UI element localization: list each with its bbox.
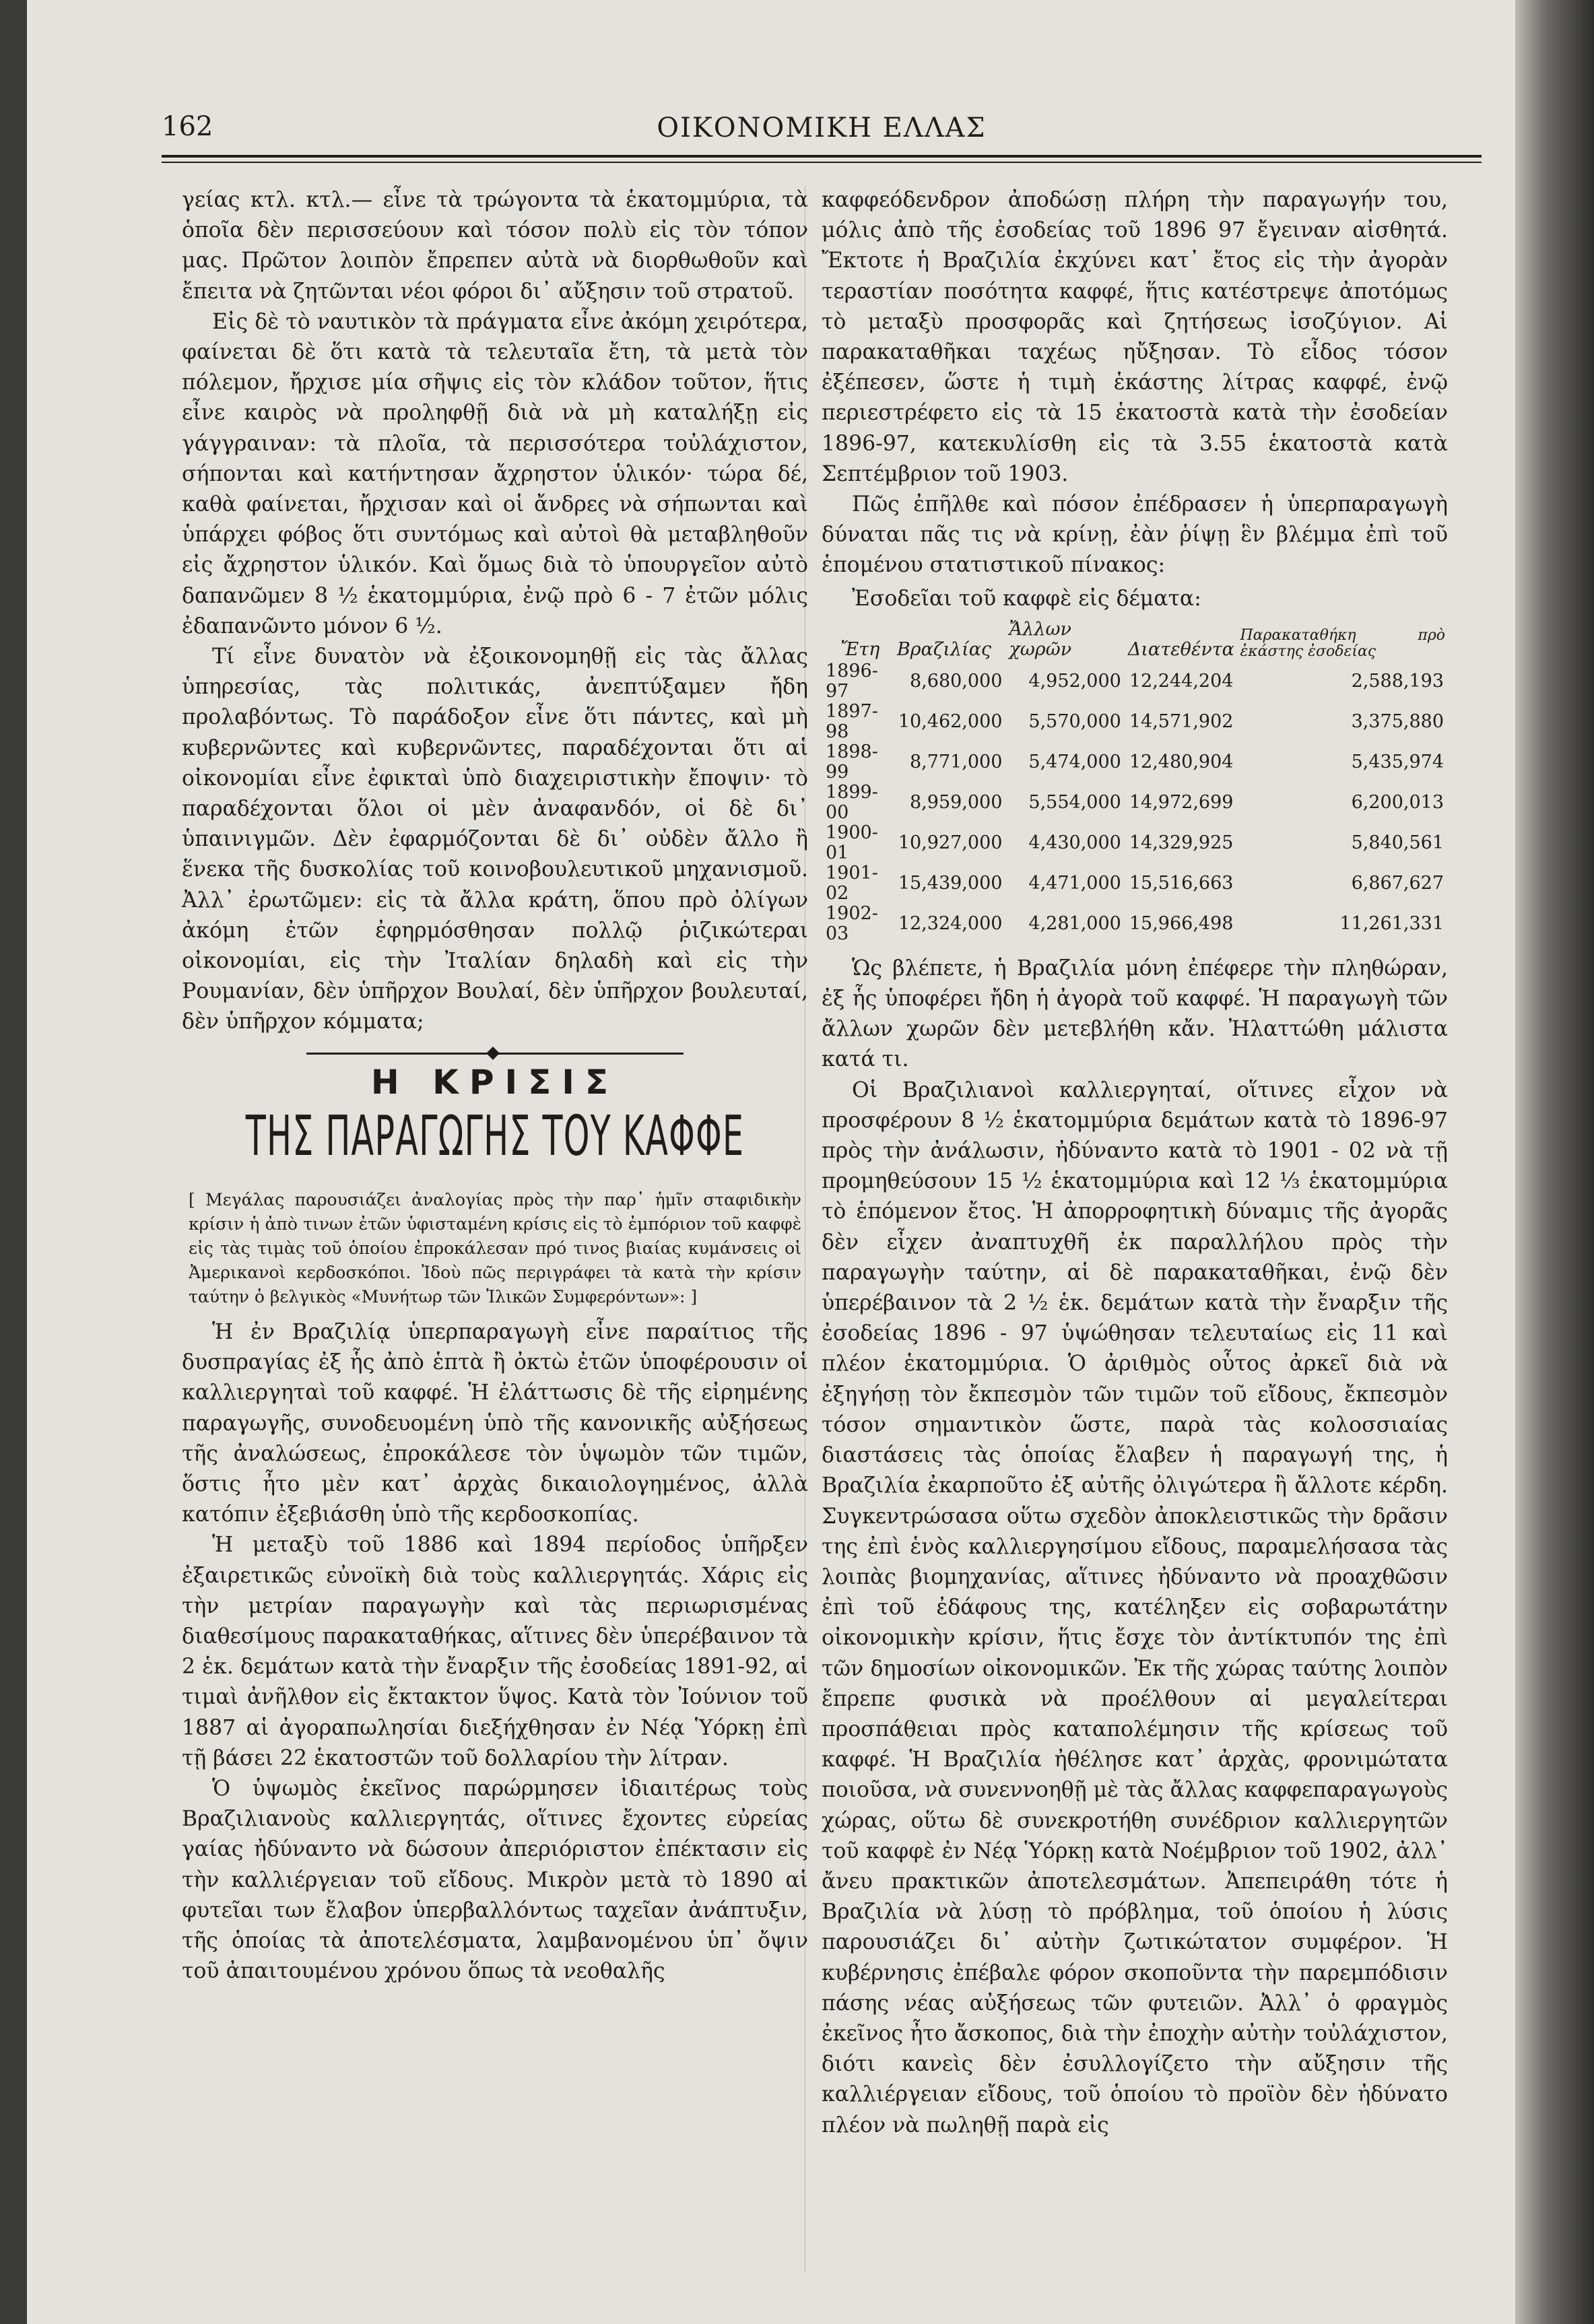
table-header-cell: Ἔτη (840, 638, 880, 660)
table-row (822, 661, 1448, 702)
table-cell: 4,952,000 (1028, 670, 1121, 692)
right-paragraph-4: Οἱ Βραζιλιανοὶ καλλιεργηταί, οἵτινες εἶχον νὰ προσφέρουν 8 ½ ἑκατομμύρια δεμάτων κατὰ τὸ 1896-97 πρὸς τὴν ἀνάλωσιν, ἠδύναντο κατὰ τὸ 1901 - 02 νὰ τῇ προμηθεύσουν 15 ½ ἑκατομμύρια καὶ 12 ⅓ ἑκατομμύρια τὸ ἑπόμενον ἔτος. Ἡ ἀπορροφητικὴ δύναμις τῆς ἀγορᾶς δὲν εἶχεν ἀναπτυχθῆ ἐκ παραλλήλου πρὸς τὴν παραγωγὴν ταύτην, αἱ δὲ παρακαταθῆκαι, ἐνῷ δὲν ὑπερέβαινον τὰ 2 ½ ἑκ. δεμάτων κατὰ τὴν ἔναρξιν τῆς ἐσοδείας 1896 - 97 ὑψώθησαν τελευταίως εἰς 11 καὶ πλέον ἑκατομμύρια. Ὁ ἀριθμὸς οὗτος ἀρκεῖ διὰ νὰ ἐξηγήσῃ τὸν ἔκπεσμὸν τῶν τιμῶν τοῦ εἴδους, ἔκπεσμὸν τόσον σημαντικὸν ὥστε, παρὰ τὰς κολοσσιαίας διαστάσεις τὰς ὁποίας ἔλαβεν ἡ παραγωγή της, ἡ Βραζιλία ἐκαρποῦτο ἐξ αὐτῆς ὀλιγώτερα ἢ ἄλλοτε κέρδη. Συγκεντρώσασα οὕτω σχεδὸν ἀποκλειστικῶς τὴν δρᾶσιν της ἐπὶ ἑνὸς καλλιεργησίμου εἴδους, παραμελήσασα τὰς λοιπὰς βιομηχανίας, αἵτινες ἠδύναντο νὰ προαχθῶσιν ἐπὶ τοῦ ἐδάφους της, κατέληξεν εἰς σοβαρωτάτην οἰκονομικὴν κρίσιν, ἥτις ἔσχε τὸν ἀντίκτυπόν της ἐπὶ τῶν δημοσίων οἰκονομικῶν. Ἐκ τῆς χώρας ταύτης λοιπὸν ἔπρεπε φυσικὰ νὰ προέλθουν αἱ μεγαλείτεραι προσπάθειαι πρὸς καταπολέμησιν τῆς κρίσεως τοῦ καφφέ. Ἡ Βραζιλία ἠθέλησε κατ᾽ ἀρχὰς, φρονιμώτατα ποιοῦσα, νὰ συνεννοηθῇ μὲ τὰς ἄλλας καφφεπαραγωγοὺς χώρας, οὕτω δὲ συνεκροτήθη συνέδριον καλλιεργητῶν τοῦ καφφὲ ἐν Νέᾳ Ὑόρκῃ κατὰ Νοέμβριον τοῦ 1902, ἀλλ᾽ ἄνευ πρακτικῶν ἀποτελεσμάτων. Ἀπεπειράθη τότε ἡ Βραζιλία νὰ λύσῃ τὸ πρόβλημα, τοῦ ὁποίου ἡ λύσις παρουσιάζει δι᾽ αὐτὴν ζωτικώτατον συμφέρον. Ἡ κυβέρνησις ἐπέβαλε φόρον σκοποῦντα τὴν παρεμπόδισιν πάσης νέας αὐξήσεως τῶν φυτειῶν. Ἀλλ᾽ ὁ φραγμὸς ἐκεῖνος ἦτο ἄσκοπος, διὰ τὴν ἐποχὴν αὐτὴν τοὐλάχιστον, διότι κανεὶς δὲν ἐσυλλογίζετο τὴν αὔξησιν τῆς καλλιέργειαν εἴδους, τοῦ ὁποίου τὸ προϊὸν δὲν ἠδύνατο πλέον νὰ πωληθῇ παρὰ εἰς (822, 1077, 1448, 2137)
table-cell: 1898-99 (826, 741, 878, 783)
table-cell: 15,516,663 (1129, 872, 1234, 894)
table-cell: 1899-00 (826, 781, 878, 823)
right-paragraph-3: Ὡς βλέπετε, ἡ Βραζιλία μόνη ἐπέφερε τὴν πληθώραν, ἐξ ἧς ὑποφέρει ἤδη ἡ ἀγορὰ τοῦ καφφέ. Ἡ παραγωγὴ τῶν ἄλλων χωρῶν δὲν μετεβλήθη κἄν. Ἠλαττώθη μάλιστα κατά τι. (822, 956, 1448, 1072)
left-paragraph-5: Ἡ μεταξὺ τοῦ 1886 καὶ 1894 περίοδος ὑπῆρξεν ἐξαιρετικῶς εὐνοϊκὴ διὰ τοὺς καλλιεργητάς. Χάρις εἰς τὴν μετρίαν παραγωγὴν καὶ τὰς περιωρισμένας διαθεσίμους παρακαταθήκας, αἵτινες δὲν ὑπερέβαινον τὰ 2 ἑκ. δεμάτων κατὰ τὴν ἔναρξιν τῆς ἐσοδείας 1891-92, αἱ τιμαὶ ἀνῆλθον εἰς ἔκτακτον ὕψος. Κατὰ τὸν Ἰούνιον τοῦ 1887 αἱ ἀγοραπωλησίαι διεξήχθησαν ἐν Νέᾳ Ὑόρκῃ ἐπὶ τῇ βάσει 22 ἑκατοστῶν τοῦ δολλαρίου τὴν λίτραν. (182, 1533, 808, 1770)
editorial-note: [ Μεγάλας παρουσιάζει ἀναλογίας πρὸς τὴν παρ᾽ ἡμῖν σταφιδικὴν κρίσιν ἡ ἀπὸ τινων ἐτῶν ὑφισταμένη κρίσις εἰς τὸ ἐμπόριον τοῦ καφφὲ εἰς τὰς τιμὰς τοῦ ὁποίου ἐπροκάλεσαν πρό τινος βιαίας κυμάνσεις οἱ Ἀμερικανοὶ κερδοσκόποι. Ἰδοὺ πῶς περιγράφει τὰ κατὰ τὴν κρίσιν ταύτην ὁ βελγικὸς «Μυνήτωρ τῶν Ἰλικῶν Συμφερόντων»: ] (189, 1189, 801, 1306)
page-header (162, 104, 1482, 145)
table-cell: 10,927,000 (898, 832, 1003, 853)
article-title: Η ΚΡΙΣΙΣ (370, 1062, 620, 1102)
table-cell: 14,571,902 (1129, 710, 1234, 732)
table-row (822, 783, 1448, 823)
table-cell: 11,261,331 (1339, 912, 1444, 934)
table-cell: 5,435,974 (1351, 751, 1444, 772)
running-title: ΟΙΚΟΝΟΜΙΚΗ ΕΛΛΑΣ (657, 112, 987, 143)
section-ornament (306, 1049, 684, 1058)
table-row (822, 702, 1448, 742)
table-cell: 4,430,000 (1028, 832, 1121, 853)
table-cell: 10,462,000 (898, 710, 1003, 732)
table-header-cell: Παρακαταθήκη πρὸ ἑκάστης ἐσοδείας (1240, 626, 1445, 660)
table-cell: 12,480,904 (1129, 751, 1234, 772)
table-cell: 5,554,000 (1028, 791, 1121, 813)
table-cell: 15,966,498 (1129, 912, 1234, 934)
table-header-cell: Διατεθέντα (1127, 638, 1234, 660)
table-cell: 3,375,880 (1351, 710, 1444, 732)
left-paragraph-6: Ὁ ὑψωμὸς ἐκεῖνος παρώρμησεν ἰδιαιτέρως τοὺς Βραζιλιανοὺς καλλιεργητάς, οἵτινες ἔχοντες εὐρείας γαίας ἠδύναντο νὰ δώσουν ἀπεριόριστον ἐπέκτασιν εἰς τὴν καλλιέργειαν τοῦ εἴδους. Μικρὸν μετὰ τὸ 1890 αἱ φυτεῖαι των ἔλαβον ὑπερβαλλόντως ταχεῖαν ἀνάπτυξιν, τῆς ὁποίας τὰ ἀποτελέσματα, λαμβανομένου ὑπ᾽ ὄψιν τοῦ ἀπαιτουμένου χρόνου ὅπως τὰ νεοθαλῆς (182, 1776, 808, 1984)
table-row (822, 742, 1448, 783)
table-cell: 5,474,000 (1028, 751, 1121, 772)
left-paragraph-4: Ἡ ἐν Βραζιλίᾳ ὑπερπαραγωγὴ εἶνε παραίτιος τῆς δυσπραγίας ἐξ ἧς ἀπὸ ἑπτὰ ἢ ὀκτὼ ἐτῶν ὑποφέρουσιν οἱ καλλιεργηταὶ τοῦ καφφέ. Ἡ ἐλάττωσις δὲ τῆς εἰρημένης παραγωγῆς, συνοδευομένη ὑπὸ τῆς κανονικῆς αὐξήσεως τῆς ἀναλώσεως, ἐπροκάλεσε τὸν ὑψωμὸν τῶν τιμῶν, ὅστις ἦτο μὲν κατ᾽ ἀρχὰς δικαιολογημένος, ἀλλὰ κατόπιν ἐξεβιάσθη ὑπὸ τῆς κερδοσκοπίας. (182, 1319, 808, 1527)
journal-page (27, 0, 1515, 2324)
table-cell: 5,840,561 (1351, 832, 1444, 853)
table-cell: 12,244,204 (1129, 670, 1234, 692)
article-subtitle: ΤΗΣ ΠΑΡΑΓΩΓΗΣ ΤΟΥ ΚΑΦΦΕ (245, 1104, 745, 1168)
table-cell: 5,570,000 (1028, 710, 1121, 732)
table-cell: 6,200,013 (1351, 791, 1444, 813)
table-cell: 8,771,000 (910, 751, 1003, 772)
table-row (822, 823, 1448, 863)
right-paragraph-2: Πῶς ἐπῆλθε καὶ πόσον ἐπέδρασεν ἡ ὑπερπαραγωγὴ δύναται πᾶς τις νὰ κρίνῃ, ἐὰν ῥίψῃ ἓν βλέμμα ἐπὶ τοῦ ἑπομένου στατιστικοῦ πίνακος: (822, 492, 1448, 578)
table-header-cell: Βραζιλίας (896, 638, 992, 660)
table-cell: 8,959,000 (910, 791, 1003, 813)
right-paragraph-1: καφφεόδενδρον ἀποδώσῃ πλήρη τὴν παραγωγήν του, μόλις ἀπὸ τῆς ἐσοδείας τοῦ 1896 97 ἔγειναν αἰσθητά. Ἔκτοτε ἡ Βραζιλία ἐκχύνει κατ᾽ ἔτος εἰς τὴν ἀγορὰν τεραστίαν ποσότητα καφφέ, ἥτις κατέστρεψε ἀποτόμως τὸ μεταξὺ προσφορᾶς καὶ ζητήσεως ἰσοζύγιον. Αἱ παρακαταθῆκαι ταχέως ηὔξησαν. Τὸ εἶδος τόσον ἐξέπεσεν, ὥστε ἡ τιμὴ ἑκάστης λίτρας καφφέ, ἐνῷ περιεστρέφετο εἰς τὰ 15 ἑκατοστὰ κατὰ τὴν ἐσοδείαν 1896-97, κατεκυλίσθη εἰς τὰ 3.55 ἑκατοστὰ κατὰ Σεπτέμβριον τοῦ 1903. (822, 188, 1448, 486)
table-cell: 6,867,627 (1351, 872, 1444, 894)
table-cell: 14,972,699 (1129, 791, 1234, 813)
left-paragraph-3: Τί εἶνε δυνατὸν νὰ ἐξοικονομηθῇ εἰς τὰς ἄλλας ὑπηρεσίας, τὰς πολιτικάς, ἀνεπτύξαμεν ἤδη προλαβόντως. Τὸ παράδοξον εἶνε ὅτι πάντες, καὶ μὴ κυβερνῶντες καὶ κυβερνῶντες, παραδέχονται ὅτι αἱ οἰκονομίαι εἶνε ἐφικταὶ ὑπὸ διαχειριστικὴν ἔποψιν· τὸ παραδέχονται ὅλοι οἱ μὲν ἀναφανδόν, οἱ δὲ δι᾽ ὑπαινιγμῶν. Δὲν ἐφαρμόζονται δὲ δι᾽ οὐδὲν ἄλλο ἢ ἕνεκα τῆς δυσκολίας τοῦ κοινοβουλευτικοῦ μηχανισμοῦ. Ἀλλ᾽ ἐρωτῶμεν: εἰς τὰ ἄλλα κράτη, ὅπου πρὸ ὀλίγων ἀκόμη ἐτῶν ἐφηρμόσθησαν πολλῷ ῥιζικώτεραι οἰκονομίαι, εἰς τὴν Ἰταλίαν δηλαδὴ καὶ εἰς τὴν Ρουμανίαν, δὲν ὑπῆρχον Βουλαί, δὲν ὑπῆρχον βουλευταί, δὲν ὑπῆρχον κόμματα; (182, 644, 808, 1034)
table-header-cell: Ἄλλων χωρῶν (1009, 618, 1072, 660)
table-cell: 1900-01 (826, 822, 878, 863)
right-column (822, 185, 1448, 2141)
left-paragraph-1: γείας κτλ. κτλ.— εἶνε τὰ τρώγοντα τὰ ἑκατομμύρια, τὰ ὁποῖα δὲν περισσεύουν καὶ τόσον πολὺ εἰς τὸν τόπον μας. Πρῶτον λοιπὸν ἔπρεπεν αὐτὰ νὰ διορθωθοῦν καὶ ἔπειτα νὰ ζητῶνται νέοι φόροι δι᾽ αὔξησιν τοῦ στρατοῦ. (182, 188, 808, 304)
left-column (182, 185, 808, 1987)
table-cell: 4,471,000 (1028, 872, 1121, 894)
table-row (822, 904, 1448, 944)
table-cell: 1896-97 (826, 660, 878, 702)
table-cell: 1901-02 (826, 862, 878, 904)
book-spine (1515, 0, 1594, 2324)
table-cell: 8,680,000 (910, 670, 1003, 692)
table-cell: 4,281,000 (1028, 912, 1121, 934)
table-cell: 1897-98 (826, 700, 878, 742)
coffee-harvest-table (822, 618, 1448, 944)
table-row (822, 863, 1448, 904)
header-rule (162, 155, 1482, 158)
table-cell: 14,329,925 (1129, 832, 1234, 853)
left-paragraph-2: Εἰς δὲ τὸ ναυτικὸν τὰ πράγματα εἶνε ἀκόμη χειρότερα, φαίνεται δὲ ὅτι κατὰ τὰ τελευταῖα ἔτη, τὰ μετὰ τὸν πόλεμον, ἤρχισε μία σῆψις εἰς τὸν κλάδον τοῦτον, ἥτις εἶνε καιρὸς νὰ προληφθῇ διὰ νὰ μὴ καταλήξῃ εἰς γάγγραιναν: τὰ πλοῖα, τὰ περισσότερα τοὐλάχιστον, σήπονται καὶ κατήντησαν ἄχρηστον ὑλικόν· τώρα δέ, καθὰ φαίνεται, ἤρχισαν καὶ οἱ ἄνδρες νὰ σήπωνται καὶ ὑπάρχει φόβος ὅτι συντόμως καὶ αὐτοὶ θὰ μεταβληθοῦν εἰς ἄχρηστον ὑλικόν. Καὶ ὅμως διὰ τὸ ὑπουργεῖον αὐτὸ δαπανῶμεν 8 ½ ἑκατομμύρια, ἐνῷ πρὸ 6 - 7 ἐτῶν μόλις ἐδαπανῶντο μόνον 6 ½. (182, 309, 808, 638)
page-number: 162 (162, 111, 213, 142)
table-title: Ἐσοδεῖαι τοῦ καφφὲ εἰς δέματα: (852, 586, 1201, 611)
table-body (822, 661, 1448, 944)
table-header-row (822, 618, 1448, 661)
table-cell: 2,588,193 (1351, 670, 1444, 692)
table-cell: 12,324,000 (898, 912, 1003, 934)
table-cell: 1902-03 (826, 902, 878, 944)
header-rule-thin (162, 162, 1482, 163)
table-cell: 15,439,000 (898, 872, 1003, 894)
